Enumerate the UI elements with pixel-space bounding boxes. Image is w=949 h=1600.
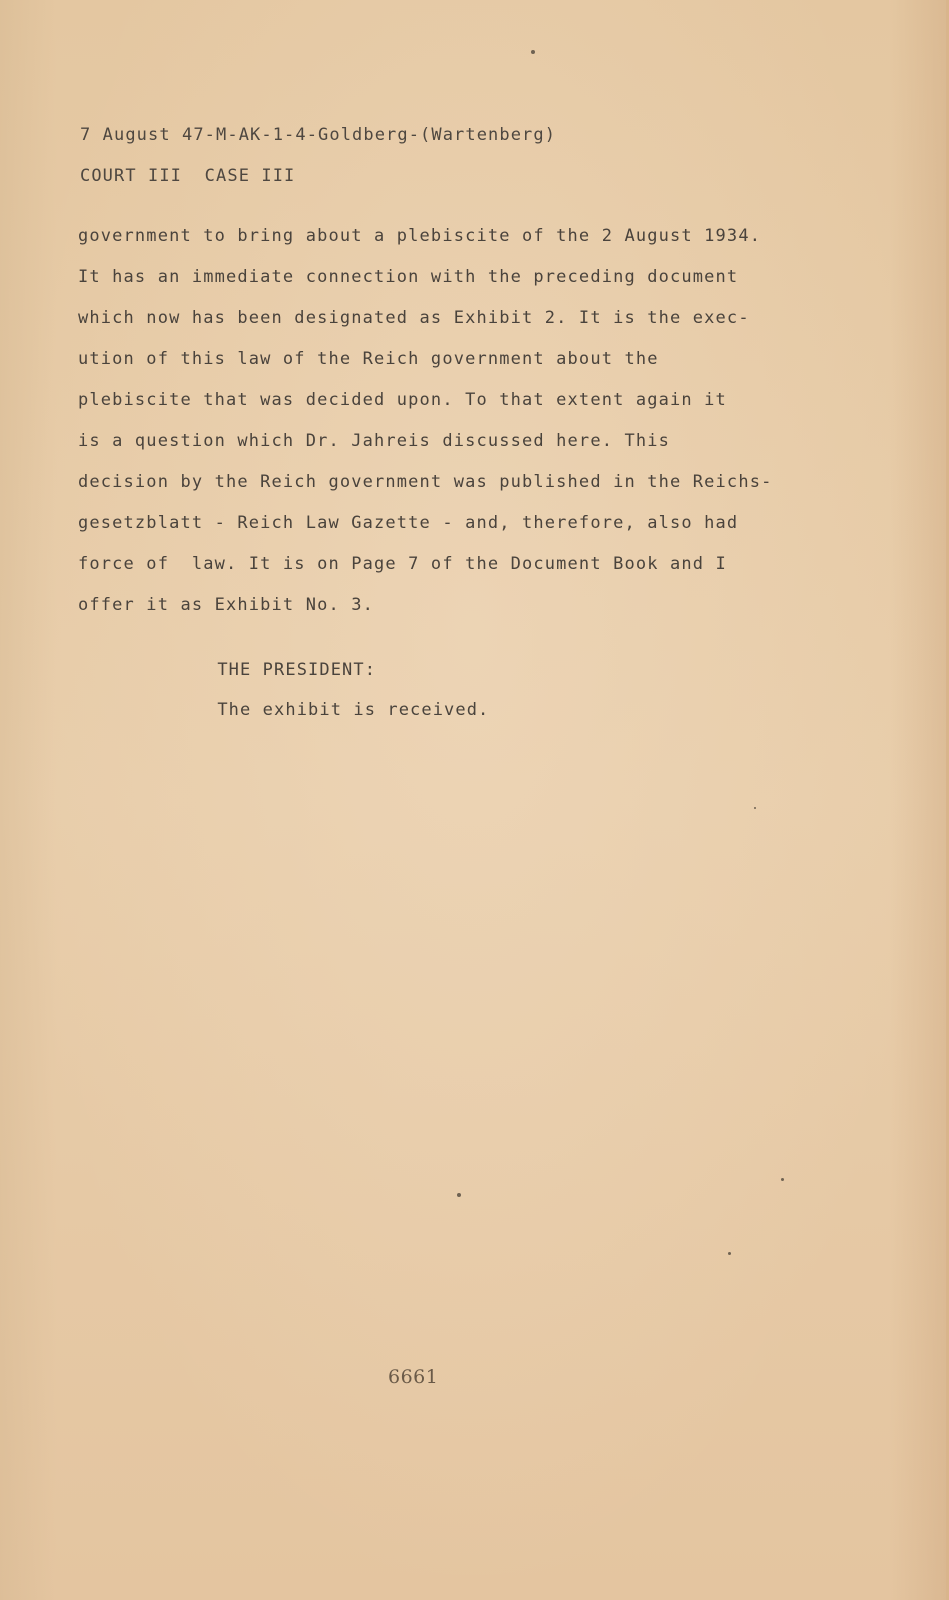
paper-speck [781, 1178, 784, 1181]
transcript-line: which now has been designated as Exhibit 2. It is the exec- [78, 308, 750, 328]
court-case-header: COURT III CASE III [80, 166, 296, 186]
transcript-line: ution of this law of the Reich government about the [78, 349, 659, 369]
page-number: 6661 [388, 1366, 439, 1388]
transcript-line: gesetzblatt - Reich Law Gazette - and, therefore, also had [78, 513, 739, 533]
statement-text: The exhibit is received. [217, 700, 490, 720]
paper-speck [754, 807, 756, 809]
paper-speck [457, 1193, 461, 1197]
transcript-line: decision by the Reich government was published in the Reichs- [78, 472, 773, 492]
president-statement [172, 640, 489, 740]
session-header: 7 August 47-M-AK-1-4-Goldberg-(Wartenberg) [80, 125, 557, 145]
transcript-line: offer it as Exhibit No. 3. [78, 595, 375, 615]
transcript-line: government to bring about a plebiscite of the 2 August 1934. [78, 226, 762, 246]
speaker-label: THE PRESIDENT: [217, 660, 377, 680]
speaker-text-gap [217, 680, 240, 700]
paper-speck [531, 50, 535, 54]
transcript-line: plebiscite that was decided upon. To that extent again it [78, 390, 727, 410]
transcript-line: It has an immediate connection with the preceding document [78, 267, 739, 287]
transcript-line: is a question which Dr. Jahreis discussed here. This [78, 431, 671, 451]
transcript-line: force of law. It is on Page 7 of the Document Book and I [78, 554, 727, 574]
transcript-body [78, 225, 838, 635]
paper-speck [728, 1252, 731, 1255]
